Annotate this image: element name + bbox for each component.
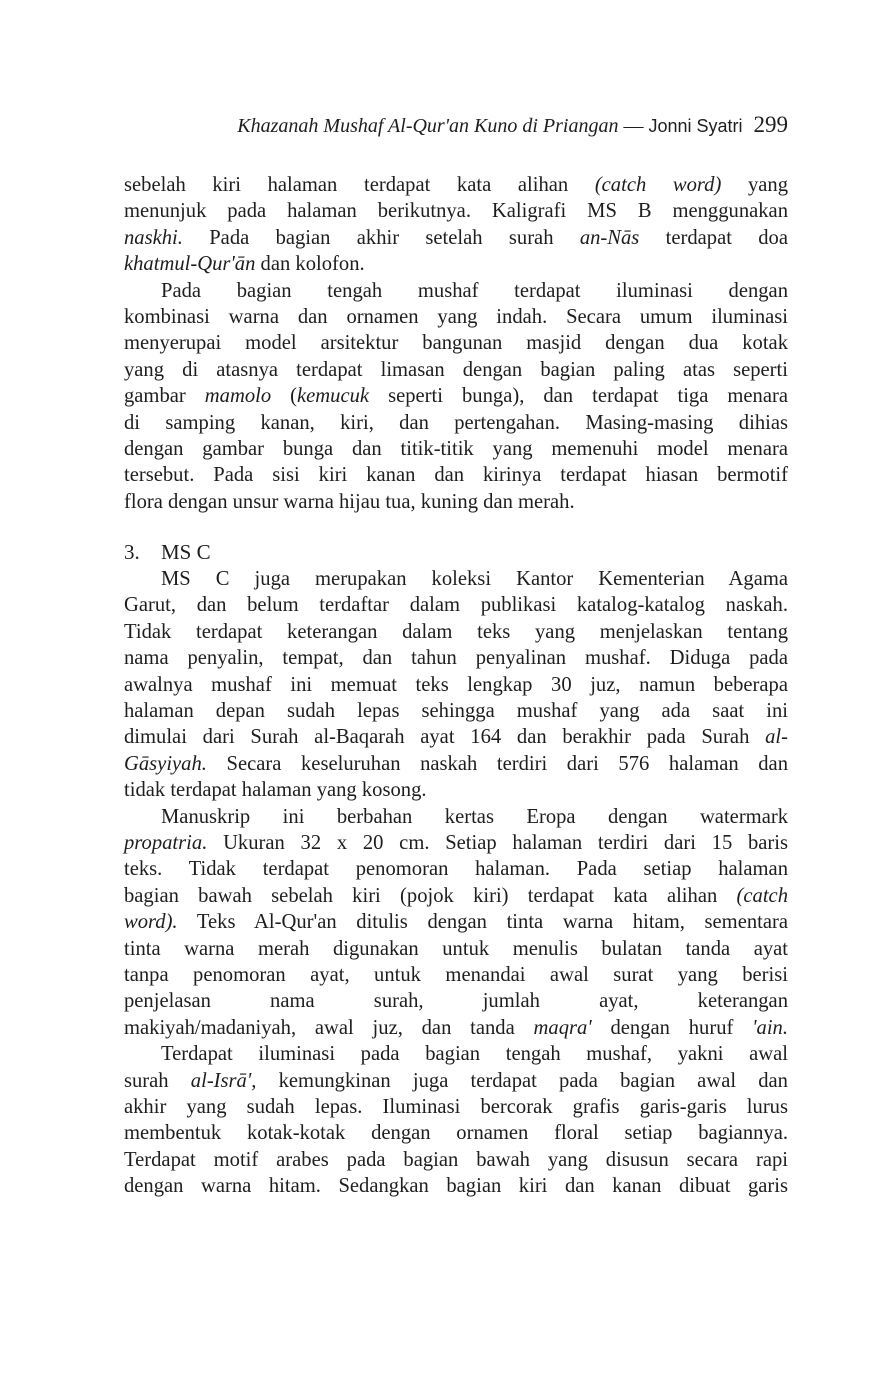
text-line: makiyah/madaniyah, awal juz, dan tanda maqra' dengan huruf 'ain. [124, 1016, 788, 1039]
text-line: MS C juga merupakan koleksi Kantor Kementerian Agama [161, 568, 788, 591]
text-line: surah al-Isrā', kemungkinan juga terdapat pada bagian awal dan [124, 1069, 788, 1092]
text-line: yang di atasnya terdapat limasan dengan bagian paling atas seperti [124, 358, 788, 381]
text-line: tersebut. Pada sisi kiri kanan dan kirinya terdapat hiasan bermotif [124, 464, 788, 487]
text-line: propatria. Ukuran 32 x 20 cm. Setiap halaman terdiri dari 15 baris [124, 831, 788, 854]
text-line: kombinasi warna dan ornamen yang indah. Secara umum iluminasi [124, 305, 788, 328]
text-line: word). Teks Al-Qur'an ditulis dengan tinta warna hitam, sementara [124, 911, 788, 934]
text-line: di samping kanan, kiri, dan pertengahan. Masing-masing dihias [124, 411, 788, 434]
text-line: bagian bawah sebelah kiri (pojok kiri) terdapat kata alihan (catch [124, 884, 788, 907]
text-line: dengan gambar bunga dan titik-titik yang memenuhi model menara [124, 437, 788, 460]
text-line: Manuskrip ini berbahan kertas Eropa dengan watermark [161, 805, 788, 828]
page-number: 299 [753, 112, 788, 137]
text-line: Terdapat iluminasi pada bagian tengah mushaf, yakni awal [161, 1043, 788, 1066]
text-line: Pada bagian tengah mushaf terdapat iluminasi dengan [161, 279, 788, 302]
text-line: sebelah kiri halaman terdapat kata alihan (catch word) yang [124, 174, 789, 196]
text-line: menyerupai model arsitektur bangunan masjid dengan dua kotak [124, 332, 788, 355]
text-line: awalnya mushaf ini memuat teks lengkap 30 juz, namun beberapa [124, 673, 788, 696]
text-line: naskhi. Pada bagian akhir setelah surah an-Nās terdapat doa [124, 226, 788, 249]
author-name: Jonni Syatri [648, 116, 743, 136]
text-line: halaman depan sudah lepas sehingga mushaf yang ada saat ini [124, 700, 788, 723]
text-line: Terdapat motif arabes pada bagian bawah yang disusun secara rapi [124, 1148, 788, 1171]
text-line: Garut, dan belum terdaftar dalam publikasi katalog-katalog naskah. [124, 594, 788, 617]
text-line: tidak terdapat halaman yang kosong. [124, 779, 427, 802]
text-line: tanpa penomoran ayat, untuk menandai awal surat yang berisi [124, 963, 788, 986]
text-line: dimulai dari Surah al-Baqarah ayat 164 dan berakhir pada Surah al- [124, 726, 788, 749]
text-line: Gāsyiyah. Secara keseluruhan naskah terdiri dari 576 halaman dan [124, 752, 788, 775]
text-line: nama penyalin, tempat, dan tahun penyalinan mushaf. Diduga pada [124, 647, 788, 670]
text-line: teks. Tidak terdapat penomoran halaman. Pada setiap halaman [124, 858, 788, 881]
text-line: Tidak terdapat keterangan dalam teks yang menjelaskan tentang [124, 620, 788, 643]
text-line: akhir yang sudah lepas. Iluminasi bercorak grafis garis-garis lurus [124, 1095, 788, 1118]
text-line: flora dengan unsur warna hijau tua, kuning dan merah. [124, 490, 575, 513]
running-header [124, 111, 788, 140]
text-line: khatmul-Qur'ān dan kolofon. [124, 253, 365, 276]
body-text [124, 172, 788, 1199]
text-line: gambar mamolo (kemucuk seperti bunga), dan terdapat tiga menara [124, 385, 788, 408]
section-heading: 3. MS C [124, 540, 211, 565]
text-line: dengan warna hitam. Sedangkan bagian kiri dan kanan dibuat garis [124, 1175, 788, 1198]
text-line: membentuk kotak-kotak dengan ornamen floral setiap bagiannya. [124, 1122, 788, 1145]
header-separator: — [623, 115, 644, 137]
text-line: menunjuk pada halaman berikutnya. Kaligrafi MS B menggunakan [124, 200, 788, 223]
text-line: penjelasan nama surah, jumlah ayat, keterangan [124, 990, 788, 1013]
book-title: Khazanah Mushaf Al-Qur'an Kuno di Priangan [237, 115, 619, 137]
text-line: tinta warna merah digunakan untuk menulis bulatan tanda ayat [124, 937, 788, 960]
